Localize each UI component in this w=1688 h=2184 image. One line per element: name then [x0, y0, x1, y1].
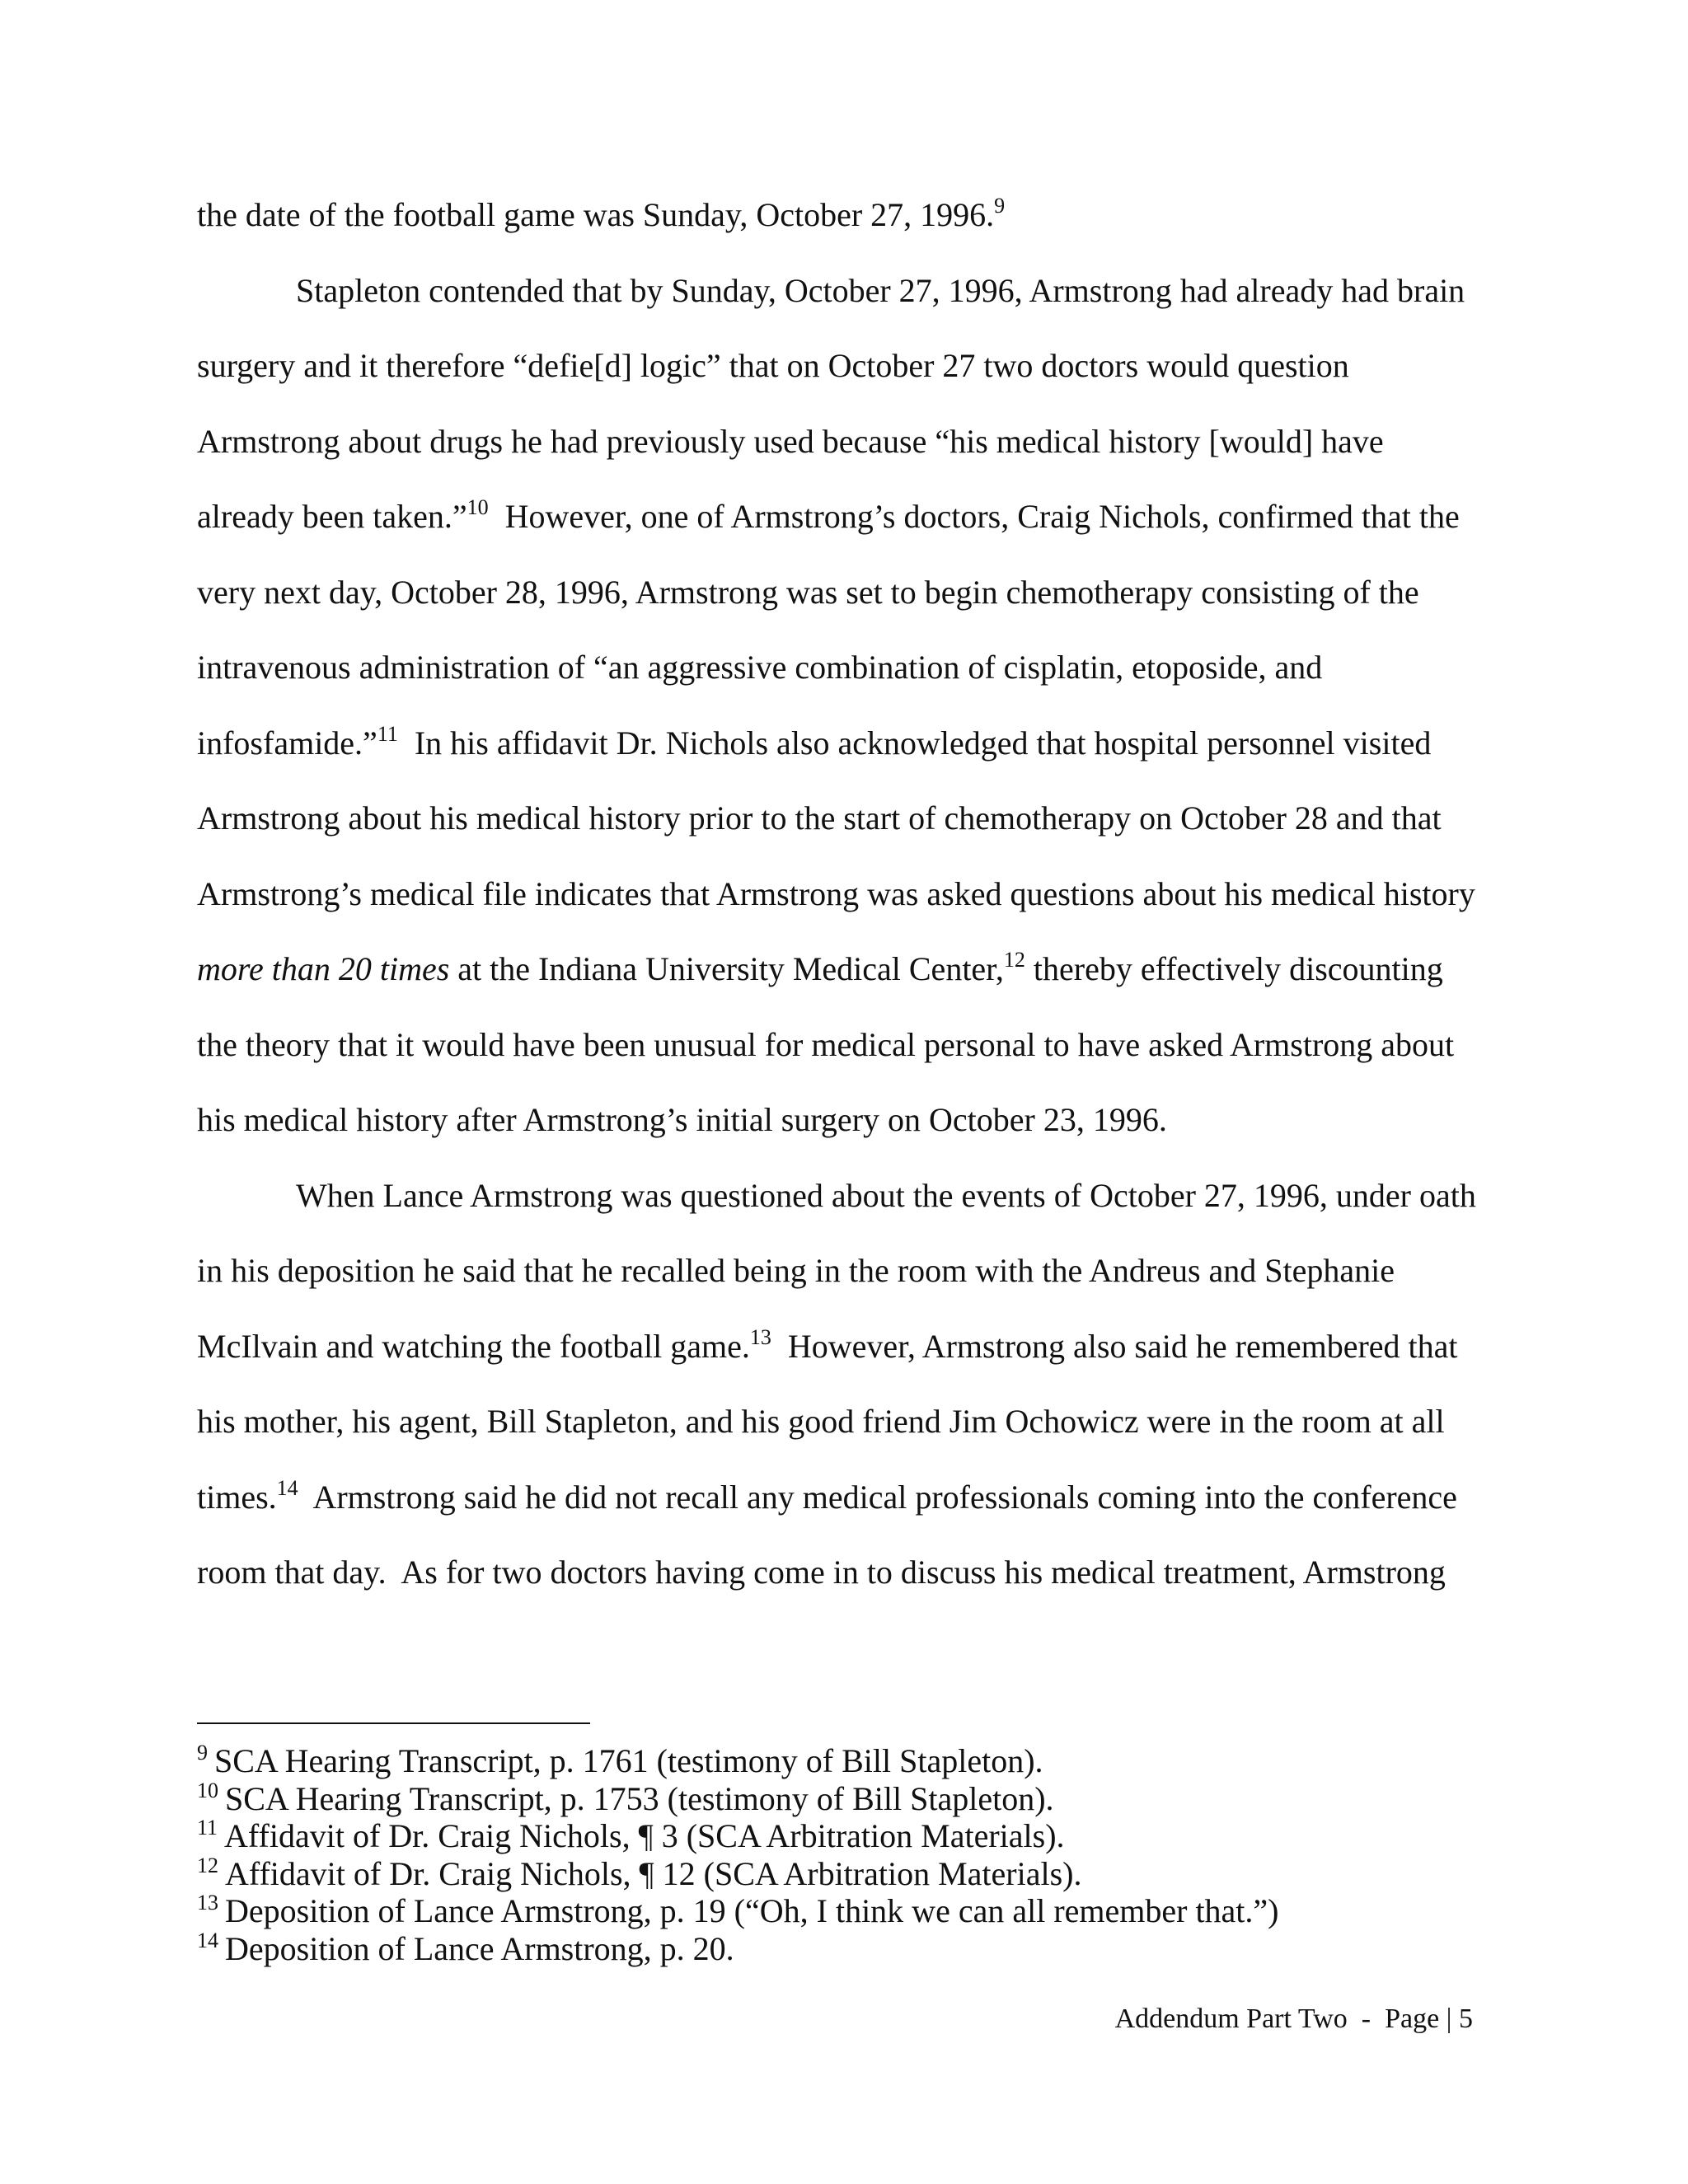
- footnote-number: 9: [197, 1741, 208, 1765]
- footnote-number: 14: [197, 1928, 218, 1952]
- line-text: surgery and it therefore “defie[d] logic” that on October 27 two doctors would question: [197, 347, 1349, 384]
- footnote-number: 10: [197, 1778, 218, 1802]
- footnote-text: SCA Hearing Transcript, p. 1753 (testimony of Bill Stapleton).: [225, 1779, 1054, 1817]
- footnote-number: 11: [197, 1816, 218, 1840]
- footnote: [197, 1930, 1483, 1968]
- line-text: the theory that it would have been unusual for medical personal to have asked Armstrong about: [197, 1025, 1455, 1063]
- line-text: his medical history after Armstrong’s initial surgery on October 23, 1996.: [197, 1101, 1167, 1138]
- line-text: However, Armstrong also said he remembered that: [771, 1327, 1458, 1365]
- line-text: infosfamide.”: [197, 724, 377, 762]
- body-line: [197, 479, 1483, 555]
- line-text: intravenous administration of “an aggressive combination of cisplatin, etoposide, and: [197, 649, 1323, 686]
- page-footer: Addendum Part Two - Page | 5: [1114, 2004, 1473, 2034]
- body-line: [197, 630, 1483, 705]
- footnote: [197, 1817, 1483, 1855]
- footnote-ref: 9: [994, 194, 1006, 218]
- body-text: [197, 177, 1483, 1610]
- footnote-ref: 11: [377, 721, 398, 746]
- line-text: the date of the football game was Sunday, October 27, 1996.: [197, 196, 995, 233]
- paragraph: [197, 1158, 1483, 1610]
- body-line: [197, 404, 1483, 480]
- footnote-separator: [197, 1722, 590, 1724]
- line-text: Armstrong about drugs he had previously used because “his medical history [would] have: [197, 422, 1384, 460]
- line-text: However, one of Armstrong’s doctors, Craig Nichols, confirmed that the: [488, 498, 1460, 535]
- footnote-text: Affidavit of Dr. Craig Nichols, ¶ 3 (SCA Arbitration Materials).: [224, 1817, 1065, 1854]
- footnote-ref: 14: [276, 1475, 298, 1500]
- body-line: [197, 1158, 1483, 1234]
- footnote-number: 12: [197, 1853, 218, 1877]
- footnote: [197, 1855, 1483, 1893]
- body-line: [197, 931, 1483, 1007]
- body-line: [197, 1007, 1483, 1083]
- footnote-ref: 13: [749, 1324, 771, 1349]
- footnote-text: Deposition of Lance Armstrong, p. 19 (“Oh, I think we can all remember that.”): [225, 1892, 1279, 1929]
- body-line: [197, 1082, 1483, 1158]
- line-text: times.: [197, 1478, 277, 1516]
- line-text: at the Indiana University Medical Center,: [449, 950, 1004, 987]
- body-line: [197, 1233, 1483, 1309]
- body-line: [197, 328, 1483, 404]
- paragraph: [197, 177, 1483, 253]
- body-line: [197, 1309, 1483, 1385]
- line-text: in his deposition he said that he recalled being in the room with the Andreus and Stephanie: [197, 1252, 1395, 1289]
- body-line: [197, 780, 1483, 856]
- line-text: Armstrong’s medical file indicates that Armstrong was asked questions about his medical history: [197, 874, 1475, 912]
- footnote-number: 13: [197, 1891, 218, 1915]
- body-line: [197, 856, 1483, 932]
- footnotes: [197, 1742, 1483, 1967]
- line-text: Armstrong said he did not recall any medical professionals coming into the conference: [298, 1478, 1457, 1516]
- body-line: [197, 177, 1483, 253]
- body-line: [197, 555, 1483, 630]
- body-line: [197, 253, 1483, 329]
- body-line: [197, 705, 1483, 781]
- footnote-ref: 10: [467, 495, 489, 519]
- line-text: Armstrong about his medical history prior to the start of chemotherapy on October 28 and that: [197, 799, 1442, 837]
- paragraph: [197, 253, 1483, 1158]
- footnote: [197, 1780, 1483, 1818]
- line-text: In his affidavit Dr. Nichols also acknowledged that hospital personnel visited: [397, 724, 1432, 762]
- footnote-text: SCA Hearing Transcript, p. 1761 (testimony of Bill Stapleton).: [214, 1742, 1043, 1779]
- body-line: [197, 1535, 1483, 1610]
- footnote-text: Affidavit of Dr. Craig Nichols, ¶ 12 (SCA Arbitration Materials).: [225, 1854, 1082, 1892]
- body-line: [197, 1460, 1483, 1535]
- line-text: his mother, his agent, Bill Stapleton, and his good friend Jim Ochowicz were in the room at all: [197, 1403, 1445, 1440]
- line-text: When Lance Armstrong was questioned about the events of October 27, 1996, under oath: [296, 1176, 1476, 1214]
- footnote-ref: 12: [1003, 948, 1025, 972]
- line-text: Stapleton contended that by Sunday, October 27, 1996, Armstrong had already had brain: [296, 271, 1465, 309]
- body-line: [197, 1384, 1483, 1460]
- footnote-text: Deposition of Lance Armstrong, p. 20.: [225, 1929, 734, 1967]
- italic-text: more than 20 times: [197, 950, 450, 987]
- line-text: very next day, October 28, 1996, Armstrong was set to begin chemotherapy consisting of the: [197, 573, 1419, 611]
- line-text: McIlvain and watching the football game.: [197, 1327, 750, 1365]
- line-text: thereby effectively discounting: [1025, 950, 1443, 987]
- line-text: already been taken.”: [197, 498, 467, 535]
- footnote: [197, 1892, 1483, 1930]
- footnote: [197, 1742, 1483, 1780]
- line-text: room that day. As for two doctors having come in to discuss his medical treatment, Armstrong: [197, 1554, 1446, 1591]
